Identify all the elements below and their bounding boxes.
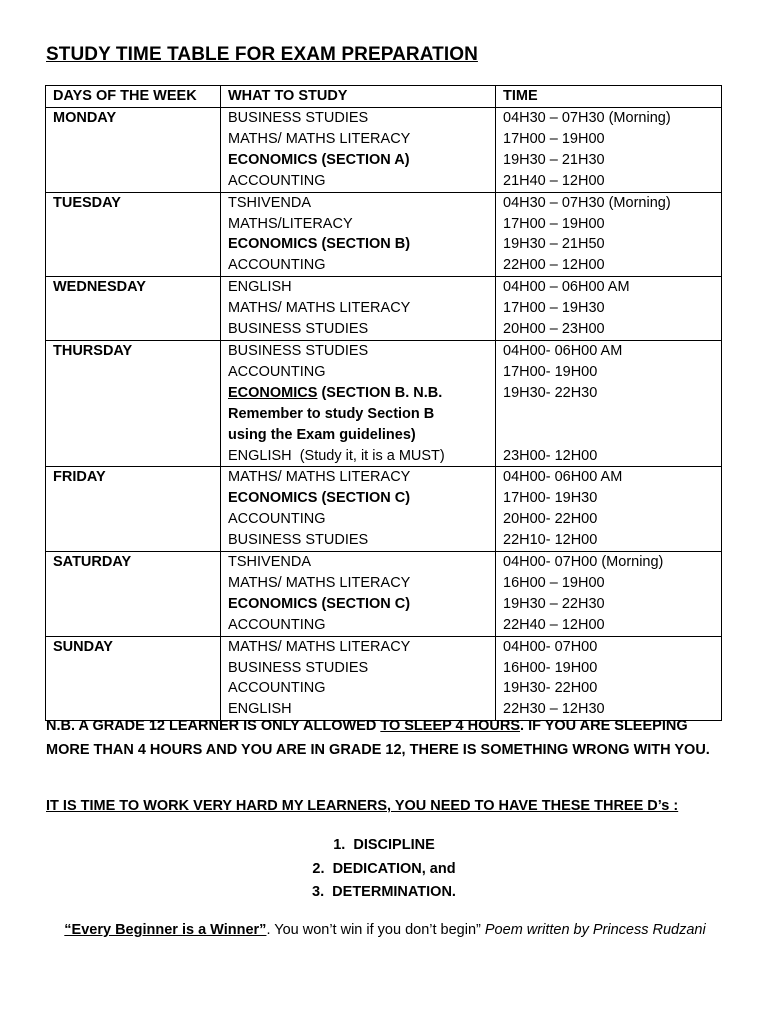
times-cell — [496, 467, 722, 552]
subject-item: BUSINESS STUDIES — [228, 110, 369, 126]
subject-economics-note: (SECTION B. N.B. — [317, 384, 443, 401]
time-item: 21H40 – 12H00 — [503, 172, 605, 189]
subjects-cell — [221, 108, 496, 193]
subject-item: ECONOMICS (SECTION B) — [228, 236, 411, 253]
sleep-note-end: . IF YOU ARE SLEEPING MORE THAN 4 HOURS AND YOU ARE IN GRADE 12, THERE IS SOMETHING WRONG WITH YOU. — [46, 718, 710, 758]
three-ds-callout: IT IS TIME TO WORK VERY HARD MY LEARNERS, YOU NEED TO HAVE THESE THREE D’s : — [46, 798, 679, 814]
subject-item: ACCOUNTING — [228, 257, 326, 274]
subject-item: ACCOUNTING — [228, 172, 326, 189]
subjects-cell — [221, 636, 496, 721]
subject-item: MATHS/LITERACY — [228, 215, 353, 232]
subject-item: ACCOUNTING — [228, 616, 326, 633]
time-item: 22H00 – 12H00 — [503, 257, 605, 274]
time-item: 04H00- 07H00 (Morning) — [503, 554, 664, 571]
subject-item: ACCOUNTING — [228, 363, 326, 380]
times-cell — [496, 636, 722, 721]
subject-item: TSHIVENDA — [228, 554, 311, 571]
closing-quote — [40, 918, 730, 942]
header-what-to-study: WHAT TO STUDY — [221, 86, 496, 108]
subject-item: ENGLISH (Study it, it is a MUST) — [228, 447, 445, 464]
sleep-note-underlined: TO SLEEP 4 HOURS — [380, 718, 521, 734]
subject-item: ACCOUNTING — [228, 680, 326, 697]
subject-item: ECONOMICS (SECTION A) — [228, 151, 410, 168]
time-item: 04H00- 07H00 — [503, 638, 598, 655]
time-item: 19H30 – 21H50 — [503, 236, 605, 253]
day-cell: WEDNESDAY — [46, 277, 221, 341]
table-row-wednesday — [46, 277, 722, 341]
table-row-saturday — [46, 552, 722, 637]
subject-item: using the Exam guidelines) — [228, 426, 416, 443]
subjects-cell — [221, 192, 496, 277]
day-cell: FRIDAY — [46, 467, 221, 552]
subject-item: ECONOMICS (SECTION C) — [228, 595, 411, 612]
times-cell — [496, 108, 722, 193]
subject-item: MATHS/ MATHS LITERACY — [228, 300, 411, 317]
quote-bold: “Every Beginner is a Winner” — [64, 922, 267, 938]
time-item: 22H10- 12H00 — [503, 532, 598, 549]
table-row-monday — [46, 108, 722, 193]
list-item: 2. DEDICATION, and — [312, 860, 456, 877]
time-item: 04H30 – 07H30 (Morning) — [503, 194, 671, 211]
time-item: 04H30 – 07H30 (Morning) — [503, 110, 671, 126]
time-item: 17H00 – 19H30 — [503, 300, 605, 317]
subject-item: MATHS/ MATHS LITERACY — [228, 130, 411, 147]
times-cell — [496, 192, 722, 277]
subjects-cell — [221, 552, 496, 637]
time-item: 19H30 – 22H30 — [503, 595, 605, 612]
subjects-cell — [221, 340, 496, 466]
time-item: 20H00- 22H00 — [503, 511, 598, 528]
subject-item: BUSINESS STUDIES — [228, 342, 369, 359]
time-item: 17H00- 19H30 — [503, 490, 598, 507]
quote-attribution: Poem written by Princess Rudzani — [480, 922, 706, 938]
table-row-sunday — [46, 636, 722, 721]
day-cell: THURSDAY — [46, 340, 221, 466]
page-title: STUDY TIME TABLE FOR EXAM PREPARATION — [46, 44, 478, 65]
time-item: 17H00 – 19H00 — [503, 130, 605, 147]
spacer — [503, 425, 721, 446]
time-item: 22H30 – 12H30 — [503, 701, 605, 718]
times-cell — [496, 277, 722, 341]
list-item: 1. DISCIPLINE — [333, 837, 435, 853]
day-cell: TUESDAY — [46, 192, 221, 277]
day-cell: MONDAY — [46, 108, 221, 193]
subject-item — [228, 383, 495, 404]
time-item: 23H00- 12H00 — [503, 447, 598, 464]
subject-item: MATHS/ MATHS LITERACY — [228, 574, 411, 591]
time-item: 20H00 – 23H00 — [503, 321, 605, 338]
table-row-friday — [46, 467, 722, 552]
table-row-thursday — [46, 340, 722, 466]
subject-item: BUSINESS STUDIES — [228, 659, 369, 676]
times-cell — [496, 552, 722, 637]
subject-item: ACCOUNTING — [228, 511, 326, 528]
day-cell: SATURDAY — [46, 552, 221, 637]
subjects-cell — [221, 467, 496, 552]
list-item: 3. DETERMINATION. — [312, 884, 456, 900]
subject-item: ECONOMICS (SECTION C) — [228, 490, 411, 507]
time-item: 22H40 – 12H00 — [503, 616, 605, 633]
table-header-row — [46, 86, 722, 108]
header-days: DAYS OF THE WEEK — [46, 86, 221, 108]
time-item: 04H00- 06H00 AM — [503, 469, 623, 486]
subject-item: ENGLISH — [228, 701, 292, 718]
subject-item: BUSINESS STUDIES — [228, 321, 369, 338]
subject-item: MATHS/ MATHS LITERACY — [228, 638, 411, 655]
time-item: 19H30- 22H00 — [503, 680, 598, 697]
time-item: 16H00 – 19H00 — [503, 574, 605, 591]
time-item: 04H00 – 06H00 AM — [503, 279, 630, 296]
subject-item: ENGLISH — [228, 279, 292, 296]
sleep-note — [46, 714, 726, 762]
subject-item: MATHS/ MATHS LITERACY — [228, 469, 411, 486]
time-item: 04H00- 06H00 AM — [503, 342, 623, 359]
time-item: 19H30 – 21H30 — [503, 151, 605, 168]
times-cell — [496, 340, 722, 466]
subject-item: BUSINESS STUDIES — [228, 532, 369, 549]
subjects-cell — [221, 277, 496, 341]
time-item: 17H00- 19H00 — [503, 363, 598, 380]
sleep-note-start: N.B. A GRADE 12 LEARNER IS ONLY ALLOWED — [46, 718, 381, 734]
time-item: 16H00- 19H00 — [503, 659, 598, 676]
time-item: 19H30- 22H30 — [503, 384, 598, 401]
day-cell: SUNDAY — [46, 636, 221, 721]
table-row-tuesday — [46, 192, 722, 277]
header-time: TIME — [496, 86, 722, 108]
subject-economics-underlined: ECONOMICS — [228, 384, 318, 401]
study-timetable — [45, 85, 722, 721]
three-ds-list — [0, 834, 768, 905]
subject-item: TSHIVENDA — [228, 194, 311, 211]
subject-item: Remember to study Section B — [228, 405, 435, 422]
time-item: 17H00 – 19H00 — [503, 215, 605, 232]
spacer — [503, 404, 721, 425]
quote-normal: . You won’t win if you don’t begin” — [266, 922, 481, 938]
